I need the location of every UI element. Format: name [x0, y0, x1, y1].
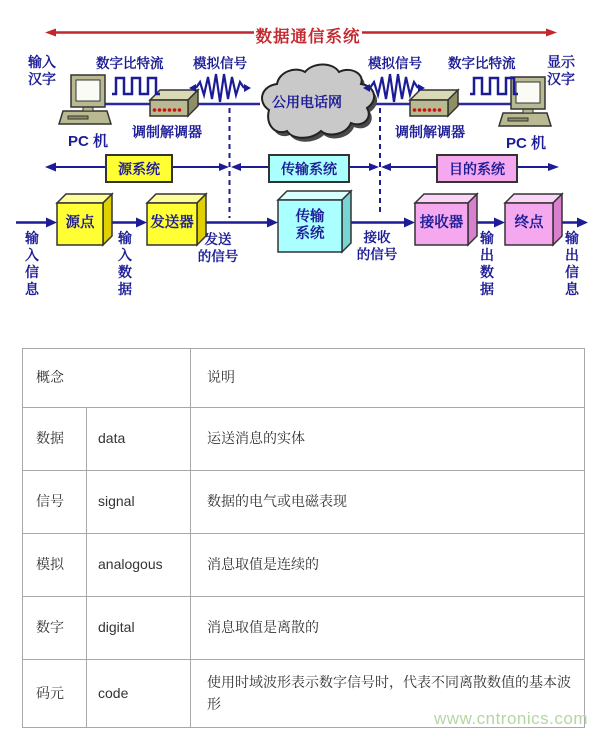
cell-cn: 数字	[23, 597, 87, 660]
diagram-title: 数据通信系统	[255, 28, 361, 46]
cell-desc: 使用时域波形表示数字信号时，代表不同离散数值的基本波形	[191, 660, 585, 728]
cell-en: analogous	[87, 534, 191, 597]
table-row	[23, 534, 585, 597]
cell-en: code	[87, 660, 191, 728]
label-analog-signal-left: 模拟信号	[193, 56, 247, 71]
system-box-destination: 目的系统	[436, 154, 518, 183]
cell-desc: 数据的电气或电磁表现	[191, 471, 585, 534]
table-header-row	[23, 349, 585, 408]
cell-cn: 模拟	[23, 534, 87, 597]
flow-box-receiver: 接收器	[419, 215, 464, 232]
cell-cn: 码元	[23, 660, 87, 728]
label-display-hanzi: 显示 汉字	[547, 54, 575, 88]
label-input-info: 输入信息	[25, 230, 39, 297]
flow-box-transmitter: 发送器	[150, 215, 194, 232]
concept-table	[22, 348, 585, 728]
label-received-signal: 接收 的信号	[356, 230, 398, 262]
label-input-hanzi: 输入 汉字	[28, 54, 56, 88]
cell-desc: 消息取值是连续的	[191, 534, 585, 597]
watermark: www.cntronics.com	[434, 709, 588, 728]
table-row	[23, 408, 585, 471]
label-digital-bitstream-left: 数字比特流	[96, 56, 164, 71]
flow-box-endpoint: 终点	[514, 215, 544, 232]
label-analog-signal-right: 模拟信号	[368, 56, 422, 71]
table-header-description: 说明	[191, 349, 585, 408]
label-pc-right: PC 机	[506, 135, 547, 152]
table-row	[23, 471, 585, 534]
cell-en: digital	[87, 597, 191, 660]
label-input-data: 输入数据	[118, 230, 132, 297]
cell-en: data	[87, 408, 191, 471]
label-modem-left: 调制解调器	[132, 124, 202, 140]
square-wave-left-icon	[112, 78, 160, 94]
flow-box-source-point: 源点	[65, 215, 95, 232]
cell-cn: 数据	[23, 408, 87, 471]
label-output-info: 输出信息	[565, 230, 579, 297]
label-pc-left: PC 机	[68, 133, 109, 150]
label-sent-signal: 发送 的信号	[197, 232, 239, 264]
pc-left-icon	[59, 75, 111, 124]
table-header-concept: 概念	[23, 349, 191, 408]
data-communication-diagram	[0, 0, 600, 345]
modem-right-icon	[410, 90, 458, 116]
system-box-source: 源系统	[105, 154, 173, 183]
label-output-data: 输出数据	[480, 230, 494, 297]
table-row	[23, 597, 585, 660]
cell-desc: 运送消息的实体	[191, 408, 585, 471]
system-box-transmission: 传输系统	[268, 154, 350, 183]
flow-box-transmission-system: 传输 系统	[295, 208, 325, 242]
cell-en: signal	[87, 471, 191, 534]
cell-desc: 消息取值是离散的	[191, 597, 585, 660]
cell-cn: 信号	[23, 471, 87, 534]
label-cloud: 公用电话网	[272, 94, 342, 110]
label-digital-bitstream-right: 数字比特流	[448, 56, 516, 71]
label-modem-right: 调制解调器	[395, 124, 465, 140]
